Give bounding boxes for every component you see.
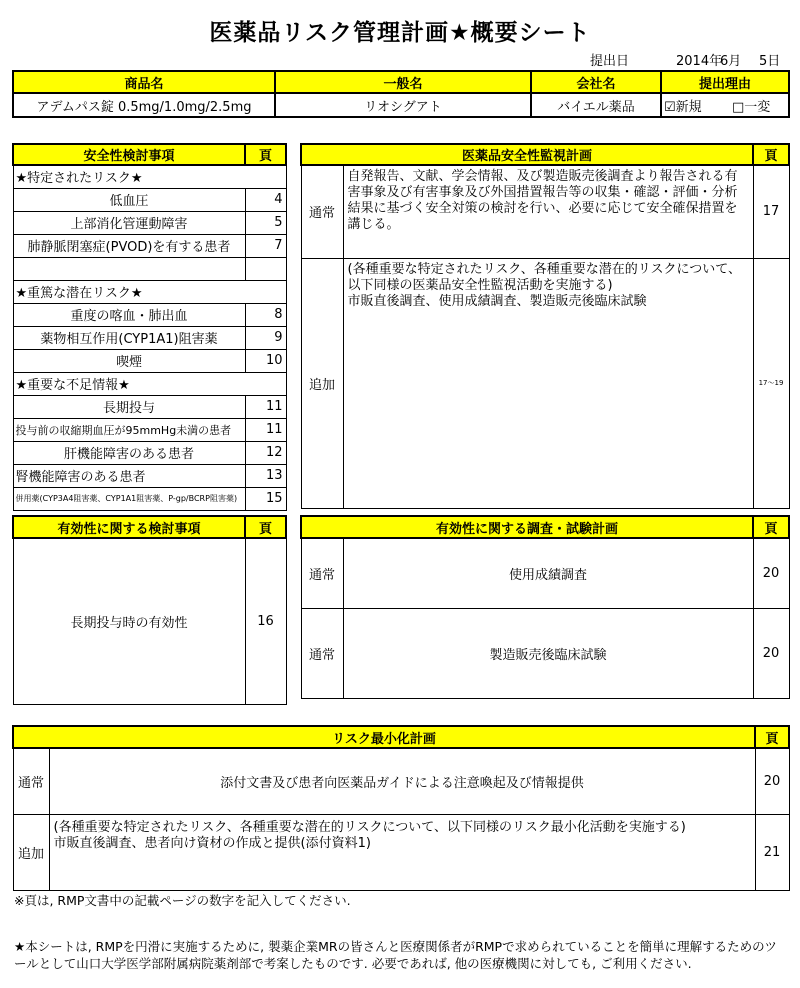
section-heading: ★重要な不足情報★ (13, 372, 286, 395)
efficacy-review-page: 16 (245, 538, 286, 704)
risk-page: 4 (245, 188, 286, 211)
submission-year: 2014年 (676, 54, 723, 69)
company-value: バイエル薬品 (531, 93, 661, 117)
monitoring-additional-text: (各種重要な特定されたリスク、各種重要な潜在的リスクについて、以下同様の医薬品安全性監視活動を実施する) 市販直後調査、使用成績調査、製造販売後臨床試験 (343, 258, 753, 508)
efficacy-plan-page: 20 (753, 608, 789, 698)
risk-page (245, 257, 286, 280)
efficacy-plan-page-header: 頁 (753, 516, 789, 538)
submission-month: 6月 (720, 54, 742, 69)
rmp-normal-label: 通常 (13, 748, 49, 814)
reason-change-checkbox: □一変 (731, 99, 771, 115)
page-number-note: ※頁は, RMP文書中の記載ページの数字を記入してください. (14, 893, 351, 908)
risk-page: 5 (245, 211, 286, 234)
section-heading: ★特定されたリスク★ (13, 165, 286, 188)
efficacy-review-item: 長期投与時の有効性 (13, 538, 245, 704)
efficacy-plan-text: 使用成績調査 (343, 538, 753, 608)
safety-page-header: 頁 (245, 144, 286, 165)
risk-item: 腎機能障害のある患者 (13, 464, 245, 487)
risk-page: 11 (245, 395, 286, 418)
product-name-value: アデムパス錠 0.5mg/1.0mg/2.5mg (13, 93, 275, 117)
risk-item: 肺静脈閉塞症(PVOD)を有する患者 (13, 234, 245, 257)
risk-item: 併用薬(CYP3A4阻害薬、CYP1A1阻害薬、P-gp/BCRP阻害薬) (13, 487, 245, 510)
risk-item: 薬物相互作用(CYP1A1)阻害薬 (13, 326, 245, 349)
monitoring-additional-page: 17～19 (753, 258, 789, 508)
risk-item: 肝機能障害のある患者 (13, 441, 245, 464)
efficacy-plan-page: 20 (753, 538, 789, 608)
safety-header: 安全性検討事項 (13, 144, 245, 165)
risk-page: 11 (245, 418, 286, 441)
risk-item: 低血圧 (13, 188, 245, 211)
monitoring-additional-label: 追加 (301, 258, 343, 508)
rmp-normal-text: 添付文書及び患者向医薬品ガイドによる注意喚起及び情報提供 (49, 748, 755, 814)
risk-item: 長期投与 (13, 395, 245, 418)
reason-header: 提出理由 (661, 71, 789, 93)
generic-name-value: リオシグアト (275, 93, 531, 117)
product-name-header: 商品名 (13, 71, 275, 93)
company-header: 会社名 (531, 71, 661, 93)
footer-note: ★本シートは, RMPを円滑に実施するために, 製薬企業MRの皆さんと医療関係者がRMPで求められていることを簡単に理解するためのツールとして山口大学医学部附属病院薬剤部で考案したものです. 必要であれば, 他の医療機関に対しても, ご利用ください. (14, 939, 777, 971)
monitoring-normal-label: 通常 (301, 165, 343, 258)
risk-page: 15 (245, 487, 286, 510)
monitoring-header: 医薬品安全性監視計画 (301, 144, 753, 165)
product-table (12, 70, 790, 118)
efficacy-plan-header: 有効性に関する調査・試験計画 (301, 516, 753, 538)
rmp-additional-label: 追加 (13, 814, 49, 890)
risk-page: 9 (245, 326, 286, 349)
generic-name-header: 一般名 (275, 71, 531, 93)
rmp-page-header: 頁 (755, 726, 789, 748)
efficacy-plan-text: 製造販売後臨床試験 (343, 608, 753, 698)
risk-page: 10 (245, 349, 286, 372)
risk-item: 投与前の収縮期血圧が95mmHg未満の患者 (13, 418, 245, 441)
safety-considerations-table (12, 143, 287, 511)
efficacy-plan-table (300, 515, 790, 699)
risk-page: 8 (245, 303, 286, 326)
risk-item: 喫煙 (13, 349, 245, 372)
risk-page: 13 (245, 464, 286, 487)
efficacy-plan-label: 通常 (301, 538, 343, 608)
risk-item (13, 257, 245, 280)
risk-item: 上部消化管運動障害 (13, 211, 245, 234)
rmp-header: リスク最小化計画 (13, 726, 755, 748)
risk-page: 7 (245, 234, 286, 257)
monitoring-page-header: 頁 (753, 144, 789, 165)
efficacy-plan-label: 通常 (301, 608, 343, 698)
risk-page: 12 (245, 441, 286, 464)
efficacy-review-header: 有効性に関する検討事項 (13, 516, 245, 538)
pharmacovigilance-table (300, 143, 790, 509)
risk-minimization-table (12, 725, 790, 891)
reason-new-checkbox: ☑新規 (664, 99, 702, 115)
section-heading: ★重篤な潜在リスク★ (13, 280, 286, 303)
monitoring-normal-text: 自発報告、文献、学会情報、及び製造販売後調査より報告される有害事象及び有害事象及び外国措置報告等の収集・確認・評価・分析結果に基づく安全対策の検討を行い、必要に応じて安全確保措置を講じる。 (343, 165, 753, 258)
risk-item: 重度の喀血・肺出血 (13, 303, 245, 326)
efficacy-review-page-header: 頁 (245, 516, 286, 538)
submission-day: 5日 (759, 54, 781, 69)
rmp-additional-text: (各種重要な特定されたリスク、各種重要な潜在的リスクについて、以下同様のリスク最小化活動を実施する) 市販直後調査、患者向け資材の作成と提供(添付資料1) (49, 814, 755, 890)
submission-date-label: 提出日 (590, 54, 630, 69)
reason-value (661, 93, 789, 117)
rmp-normal-page: 20 (755, 748, 789, 814)
page-title: 医薬品リスク管理計画★概要シート (209, 20, 591, 46)
rmp-additional-page: 21 (755, 814, 789, 890)
monitoring-normal-page: 17 (753, 165, 789, 258)
efficacy-review-table (12, 515, 287, 705)
